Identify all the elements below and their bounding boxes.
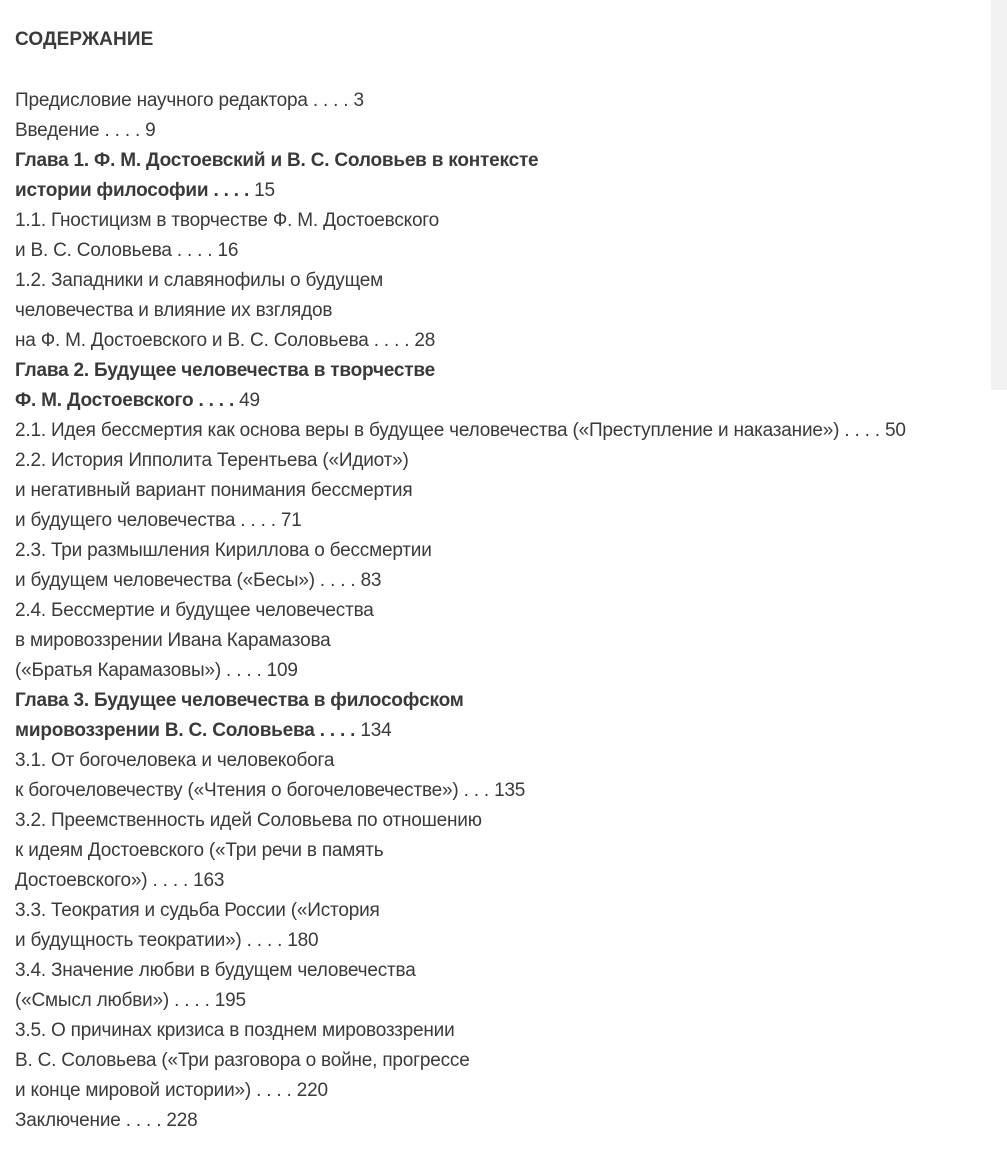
toc-entry-leader: . . . . <box>193 390 240 411</box>
document-title: СОДЕРЖАНИЕ <box>15 29 154 50</box>
toc-entry-text: Глава 1. Ф. М. Достоевский и В. С. Соловьев в контексте <box>15 150 539 171</box>
toc-entry <box>15 566 975 596</box>
toc-entry <box>15 806 975 836</box>
toc-entry-leader: . . . <box>458 780 495 801</box>
toc-entry <box>15 116 975 146</box>
toc-entry <box>15 446 975 476</box>
toc-entry-text: В. С. Соловьева («Три разговора о войне, прогрессе <box>15 1050 470 1071</box>
toc-entry <box>15 626 975 656</box>
toc-entry <box>15 296 975 326</box>
toc-entry <box>15 356 975 386</box>
toc-entry <box>15 686 975 716</box>
toc-entry <box>15 746 975 776</box>
toc-entry-text: 2.3. Три размышления Кириллова о бессмертии <box>15 540 432 561</box>
toc-entry-page: 28 <box>414 330 436 351</box>
toc-entry-text: Глава 2. Будущее человечества в творчестве <box>15 360 435 381</box>
toc-entry <box>15 86 975 116</box>
toc-entry-text: Глава 3. Будущее человечества в философском <box>15 690 464 711</box>
toc-entry <box>15 326 975 356</box>
toc-entry-leader: . . . . <box>251 1080 297 1101</box>
toc-entry <box>15 716 975 746</box>
toc-entry-page: 228 <box>166 1110 198 1131</box>
toc-entry-page: 9 <box>145 120 156 141</box>
toc-entry-text: истории философии <box>15 180 209 201</box>
toc-entry-page: 83 <box>360 570 382 591</box>
toc-entry-text: и негативный вариант понимания бессмертия <box>15 480 413 501</box>
toc-entry-text: 2.1. Идея бессмертия как основа веры в будущее человечества («Преступление и наказание») <box>15 420 840 441</box>
toc-entry-leader: . . . . <box>147 870 194 891</box>
toc-entry <box>15 146 975 176</box>
toc-entry-page: 71 <box>280 510 302 531</box>
toc-entry <box>15 1016 975 1046</box>
scrollbar[interactable] <box>991 0 1007 390</box>
toc-entry-text: Достоевского») <box>15 870 148 891</box>
toc-entry <box>15 926 975 956</box>
toc-entry <box>15 1046 975 1076</box>
toc-entry-page: 135 <box>494 780 526 801</box>
toc-entry-leader: . . . . <box>235 510 281 531</box>
toc-entry-page: 163 <box>193 870 225 891</box>
toc-entry-text: на Ф. М. Достоевского и В. С. Соловьева <box>15 330 369 351</box>
toc-entry <box>15 776 975 806</box>
toc-entry-text: 2.4. Бессмертие и будущее человечества <box>15 600 374 621</box>
toc-entry <box>15 1076 975 1106</box>
toc-entry-text: и будущем человечества («Бесы») <box>15 570 315 591</box>
toc-entry-text: («Братья Карамазовы») <box>15 660 221 681</box>
toc-entry-page: 109 <box>266 660 298 681</box>
toc-entry <box>15 866 975 896</box>
toc-entry-leader: . . . . <box>220 660 267 681</box>
toc-entry-text: 1.1. Гностицизм в творчестве Ф. М. Достоевского <box>15 210 439 231</box>
toc-entry <box>15 266 975 296</box>
toc-entry-text: 3.1. От богочеловека и человекобога <box>15 750 335 771</box>
toc-entry-text: 3.2. Преемственность идей Соловьева по отношению <box>15 810 482 831</box>
toc-entry <box>15 506 975 536</box>
toc-entry <box>15 386 975 416</box>
toc-entry <box>15 1106 975 1136</box>
toc-entry-text: мировоззрении В. С. Соловьева <box>15 720 315 741</box>
toc-entry <box>15 416 975 446</box>
toc-entry-leader: . . . . <box>314 720 361 741</box>
toc-entry-text: 3.3. Теократия и судьба России («История <box>15 900 380 921</box>
table-of-contents <box>15 86 975 1136</box>
toc-entry-page: 16 <box>217 240 239 261</box>
toc-entry-text: и будущность теократии») <box>15 930 242 951</box>
toc-entry-page: 3 <box>353 90 364 111</box>
toc-entry-text: Ф. М. Достоевского <box>15 390 194 411</box>
toc-entry-text: и конце мировой истории») <box>15 1080 251 1101</box>
toc-entry-text: и В. С. Соловьева <box>15 240 172 261</box>
toc-entry-leader: . . . . <box>314 570 361 591</box>
toc-entry <box>15 896 975 926</box>
toc-entry <box>15 656 975 686</box>
toc-entry-leader: . . . . <box>171 240 218 261</box>
toc-entry <box>15 206 975 236</box>
toc-entry-leader: . . . . <box>120 1110 167 1131</box>
document-page <box>15 26 975 1136</box>
toc-entry-text: 2.2. История Ипполита Терентьева («Идиот») <box>15 450 409 471</box>
toc-entry <box>15 956 975 986</box>
toc-entry-text: Введение <box>15 120 100 141</box>
toc-entry-page: 134 <box>360 720 392 741</box>
toc-entry-leader: . . . . <box>368 330 415 351</box>
toc-entry-text: 3.4. Значение любви в будущем человечества <box>15 960 416 981</box>
toc-entry-leader: . . . . <box>241 930 288 951</box>
toc-entry-leader: . . . . <box>169 990 215 1011</box>
toc-entry-text: Предисловие научного редактора <box>15 90 308 111</box>
toc-entry-text: 1.2. Западники и славянофилы о будущем <box>15 270 384 291</box>
toc-entry <box>15 596 975 626</box>
toc-entry-leader: . . . . <box>307 90 354 111</box>
toc-entry-page: 220 <box>296 1080 328 1101</box>
toc-entry-leader: . . . . <box>99 120 146 141</box>
toc-entry-text: человечества и влияние их взглядов <box>15 300 333 321</box>
toc-entry <box>15 476 975 506</box>
toc-entry <box>15 236 975 266</box>
toc-entry-leader: . . . . <box>839 420 885 441</box>
toc-entry-text: («Смысл любви») <box>15 990 170 1011</box>
toc-entry-text: к богочеловечеству («Чтения о богочеловечестве») <box>15 780 459 801</box>
toc-entry <box>15 536 975 566</box>
toc-entry <box>15 176 975 206</box>
toc-entry-text: к идеям Достоевского («Три речи в память <box>15 840 384 861</box>
toc-entry-leader: . . . . <box>208 180 255 201</box>
toc-entry-page: 195 <box>214 990 246 1011</box>
toc-entry-text: Заключение <box>15 1110 121 1131</box>
toc-entry-page: 49 <box>239 390 260 411</box>
toc-entry <box>15 986 975 1016</box>
toc-entry-page: 50 <box>884 420 906 441</box>
toc-entry-text: и будущего человечества <box>15 510 236 531</box>
toc-entry-text: 3.5. О причинах кризиса в позднем мировоззрении <box>15 1020 455 1041</box>
toc-entry-page: 15 <box>254 180 275 201</box>
toc-entry <box>15 836 975 866</box>
toc-entry-page: 180 <box>287 930 319 951</box>
toc-entry-text: в мировоззрении Ивана Карамазова <box>15 630 331 651</box>
